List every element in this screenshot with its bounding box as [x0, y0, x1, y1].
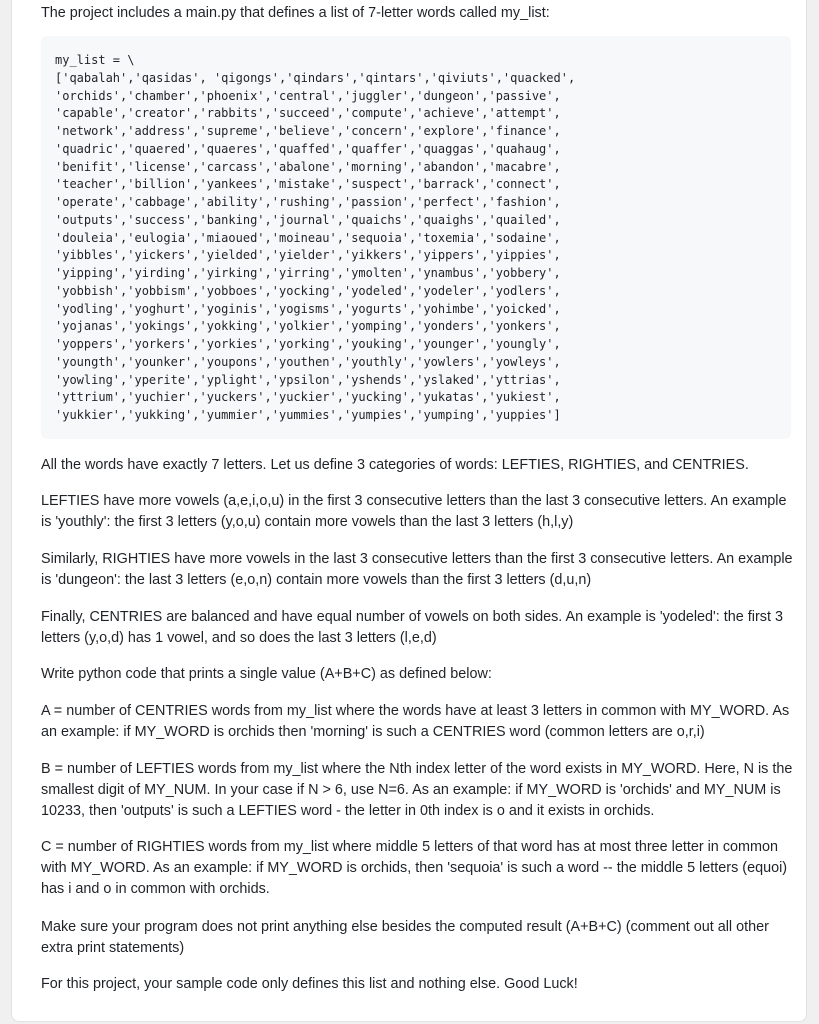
- paragraph-instruction: Write python code that prints a single value (A+B+C) as defined below:: [41, 666, 492, 682]
- code-line: 'outputs','success','banking','journal','quaichs','quaighs','quailed',: [55, 212, 561, 227]
- code-line: 'teacher','billion','yankees','mistake','suspect','barrack','connect',: [55, 177, 561, 192]
- paragraph-output-note: Make sure your program does not print anything else besides the computed result (A+B+C) (comment out all other extra print statements): [41, 919, 769, 956]
- code-line: 'benifit','license','carcass','abalone','morning','abandon','macabre',: [55, 159, 561, 174]
- code-line: 'operate','cabbage','ability','rushing','passion','perfect','fashion',: [55, 195, 561, 209]
- code-line: 'yodling','yoghurt','yoginis','yogisms','yogurts','yohimbe','yoicked',: [55, 301, 561, 316]
- code-line: 'yipping','yirding','yirking','yirring','ymolten','ynambus','yobbery',: [55, 266, 561, 280]
- paragraph-definition-b: B = number of LEFTIES words from my_list where the Nth index letter of the word exists in MY_WORD. Here, N is the smallest digit of MY_NUM. In your case if N > 6, use N=6. As an example: if MY_WORD is 'orchids' and MY_NUM is 10233, then 'outputs' is such a LEFTIES word - the letter in 0th index is o and it exists in orchids.: [41, 761, 793, 819]
- paragraph-centries: Finally, CENTRIES are balanced and have equal number of vowels on both sides. An example is 'yodeled': the first 3 letters (y,o,d) has 1 vowel, and so does the last 3 letters (l,e,d): [41, 609, 783, 646]
- code-line: 'quadric','quaered','quaeres','quaffed','quaffer','quaggas','quahaug',: [55, 141, 561, 156]
- code-line: 'orchids','chamber','phoenix','central','juggler','dungeon','passive',: [55, 88, 561, 103]
- code-line: 'yobbish','yobbism','yobboes','yocking','yodeled','yodeler','yodlers',: [55, 283, 561, 298]
- paragraph-lefties: LEFTIES have more vowels (a,e,i,o,u) in the first 3 consecutive letters than the last 3 consecutive letters. An example is 'youthly': the first 3 letters (y,o,u) contain more vowels than the last 3 letters (h,l,y): [41, 493, 787, 530]
- paragraph-righties: Similarly, RIGHTIES have more vowels in the last 3 consecutive letters than the first 3 consecutive letters. An example is 'dungeon': the last 3 letters (e,o,n) contain more vowels than the first 3 letters (d,u,n): [41, 551, 793, 588]
- code-block: [41, 36, 791, 439]
- paragraph-categories: All the words have exactly 7 letters. Let us define 3 categories of words: LEFTIES, RIGHTIES, and CENTRIES.: [41, 457, 749, 473]
- code-line: 'yowling','yperite','yplight','ypsilon','yshends','yslaked','yttrias',: [55, 372, 561, 387]
- code-line: 'yoppers','yorkers','yorkies','yorking','youking','younger','youngly',: [55, 337, 561, 351]
- code-line: 'yttrium','yuchier','yuckers','yuckier','yucking','yukatas','yukiest',: [55, 390, 561, 405]
- code-line: my_list = \: [55, 53, 135, 67]
- paragraph-definition-a: A = number of CENTRIES words from my_list where the words have at least 3 letters in common with MY_WORD. As an example: if MY_WORD is orchids then 'morning' is such a CENTRIES word (common letters are o,r,i): [41, 703, 790, 740]
- document-page: [11, 0, 807, 1022]
- code-line: 'yojanas','yokings','yokking','yolkier','yomping','yonders','yonkers',: [55, 319, 561, 334]
- code-listing: [55, 52, 575, 425]
- code-line: 'yukkier','yukking','yummier','yummies','yumpies','yumping','yuppies']: [55, 408, 561, 422]
- code-line: 'network','address','supreme','believe','concern','explore','finance',: [55, 124, 561, 138]
- paragraph-closing: For this project, your sample code only defines this list and nothing else. Good Luck!: [41, 976, 578, 992]
- intro-text: The project includes a main.py that defines a list of 7-letter words called my_list:: [41, 5, 550, 21]
- code-line: 'yibbles','yickers','yielded','yielder','yikkers','yippers','yippies',: [55, 248, 561, 263]
- paragraph-definition-c: C = number of RIGHTIES words from my_list where middle 5 letters of that word has at most three letter in common with MY_WORD. As an example: if MY_WORD is orchids, then 'sequoia' is such a word -- the middle 5 letters (equoi) has i and o in common with orchids.: [41, 839, 788, 897]
- code-line: ['qabalah','qasidas', 'qigongs','qindars','qintars','qiviuts','quacked',: [55, 70, 576, 85]
- code-line: 'douleia','eulogia','miaoued','moineau','sequoia','toxemia','sodaine',: [55, 230, 561, 245]
- code-line: 'capable','creator','rabbits','succeed','compute','achieve','attempt',: [55, 106, 561, 121]
- code-line: 'youngth','younker','youpons','youthen','youthly','yowlers','yowleys',: [55, 354, 561, 369]
